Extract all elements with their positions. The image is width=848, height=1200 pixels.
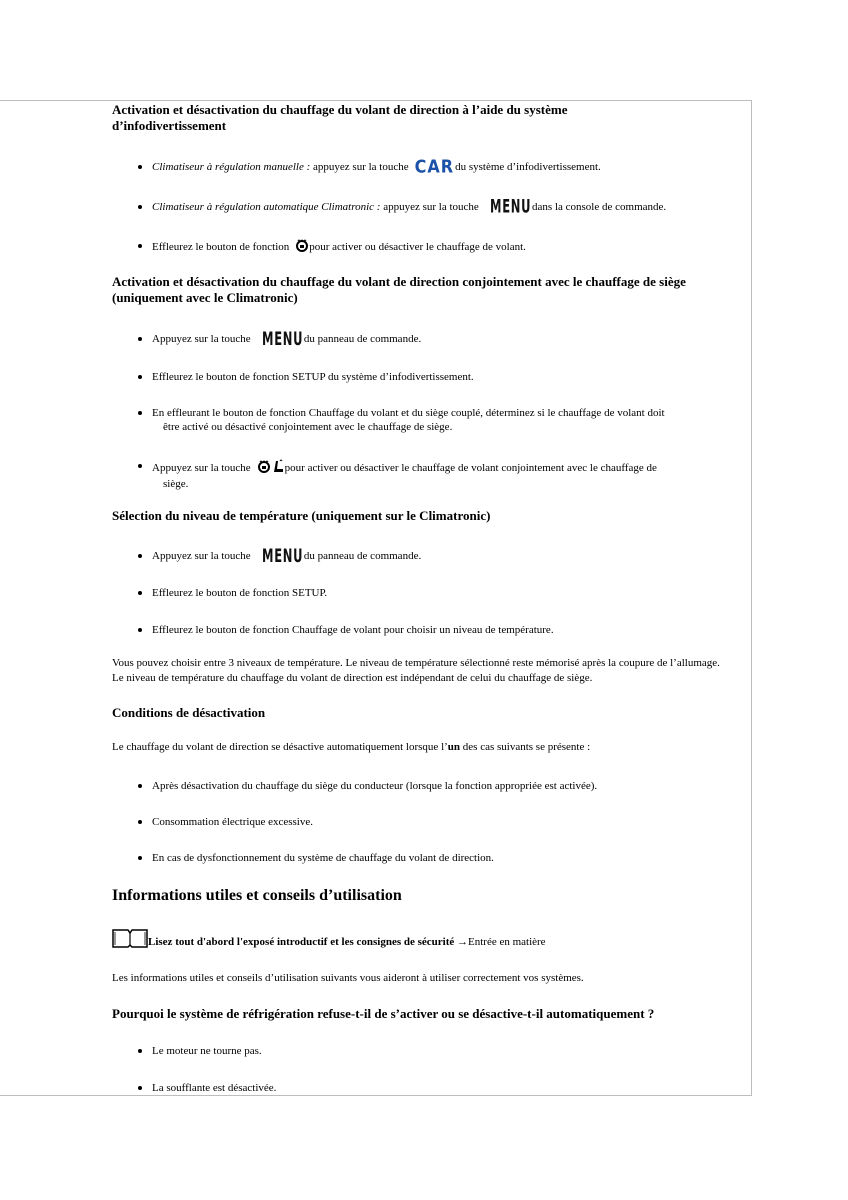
section1-list (112, 195, 727, 218)
section1-list (112, 156, 727, 177)
intro-text: des cas suivants se présente : (460, 741, 591, 753)
item-text: appuyez sur la touche (380, 201, 479, 213)
section3-list (112, 544, 727, 567)
section3-list (112, 586, 727, 600)
book-icon (112, 928, 148, 951)
list-item (112, 156, 727, 177)
intro-text: Le chauffage du volant de direction se désactive automatiquement lorsque l’ (112, 741, 448, 753)
safety-bold-text: Lisez tout d'abord l'exposé introductif et les consignes de sécurité (148, 936, 455, 948)
section5-list (112, 1044, 727, 1058)
list-item (112, 327, 727, 350)
heated-wheel-and-seat-icon (257, 459, 285, 477)
item-text-continued: être activé ou désactivé conjointement avec le chauffage de siège. (163, 421, 453, 433)
list-item: En cas de dysfonctionnement du système de chauffage du volant de direction. (112, 851, 727, 865)
list-item (112, 406, 727, 434)
section2-list (112, 459, 727, 491)
section2-list (112, 406, 727, 434)
list-item: Après désactivation du chauffage du siège du conducteur (lorsque la fonction appropriée est activée). (112, 779, 727, 793)
section4-list (112, 851, 727, 865)
item-text: En effleurant le bouton de fonction Chauffage du volant et du siège couplé, déterminez si le chauffage de volant doit (152, 407, 665, 419)
item-text: Appuyez sur la touche (152, 462, 251, 474)
menu-key-icon: MENU (261, 327, 303, 350)
section3-list (112, 623, 727, 637)
list-item: La soufflante est désactivée. (112, 1081, 727, 1095)
menu-key-icon: MENU (489, 195, 532, 218)
frame-top-line (0, 100, 752, 101)
car-key-icon: CAR (414, 156, 455, 177)
item-italic-label: Climatiseur à régulation automatique Climatronic : (152, 201, 381, 213)
item-text: pour activer ou désactiver le chauffage de volant. (309, 241, 526, 253)
temperature-paragraph: Vous pouvez choisir entre 3 niveaux de température. Le niveau de température sélectionné reste mémorisé après la coupure de l’allumage. Le niveau de température du chauffage du volant de direction est indépendant de celui du chauffage de siège. (112, 657, 720, 684)
item-text: Appuyez sur la touche (152, 333, 251, 345)
list-item (112, 239, 727, 256)
item-text: Appuyez sur la touche (152, 550, 251, 562)
list-item (112, 459, 727, 491)
section2-list (112, 370, 727, 384)
section4-list (112, 779, 727, 793)
list-item (112, 195, 727, 218)
section1-list (112, 239, 727, 256)
list-item: Effleurez le bouton de fonction SETUP du système d’infodivertissement. (112, 370, 727, 384)
section3-heading: Sélection du niveau de température (uniquement sur le Climatronic) (112, 508, 491, 523)
useful-info-paragraph: Les informations utiles et conseils d’utilisation suivants vous aideront à utiliser correctement vos systèmes. (112, 972, 584, 984)
refrigeration-question: Pourquoi le système de réfrigération refuse-t-il de s’activer ou se désactive-t-il automatiquement ? (112, 1006, 655, 1021)
intro-bold: un (447, 741, 461, 753)
item-text: du panneau de commande. (303, 550, 422, 562)
item-text: appuyez sur la touche (310, 161, 409, 173)
list-item: Effleurez le bouton de fonction Chauffage de volant pour choisir un niveau de température. (112, 623, 727, 637)
heated-steering-wheel-icon (295, 239, 309, 256)
section5-list (112, 1081, 727, 1095)
item-text: du système d’infodivertissement. (455, 161, 601, 173)
section2-list (112, 327, 727, 350)
section4-list (112, 815, 727, 829)
frame-right-line (751, 100, 752, 1096)
section2-heading: Activation et désactivation du chauffage du volant de direction conjointement avec le chauffage de siège (uniquement avec le Climatronic) (112, 274, 686, 305)
section4-heading: Conditions de désactivation (112, 705, 266, 720)
deactivation-intro (112, 740, 727, 755)
list-item (112, 544, 727, 567)
entree-en-matiere-link[interactable]: →Entrée en matière (457, 936, 546, 948)
item-text-continued: siège. (163, 478, 189, 490)
section5-title: Informations utiles et conseils d’utilisation (112, 887, 402, 904)
item-text: du panneau de commande. (303, 333, 422, 345)
list-item: Le moteur ne tourne pas. (112, 1044, 727, 1058)
item-text: pour activer ou désactiver le chauffage de volant conjointement avec le chauffage de (284, 462, 657, 474)
safety-notice (112, 928, 727, 951)
list-item: Consommation électrique excessive. (112, 815, 727, 829)
list-item: Effleurez le bouton de fonction SETUP. (112, 586, 727, 600)
item-text: Effleurez le bouton de fonction (152, 241, 290, 253)
item-text: dans la console de commande. (532, 201, 667, 213)
section1-heading: Activation et désactivation du chauffage du volant de direction à l’aide du système d’infodivertissement (112, 102, 568, 133)
item-italic-label: Climatiseur à régulation manuelle : (152, 161, 311, 173)
frame-bottom-line (0, 1095, 752, 1096)
menu-key-icon: MENU (261, 544, 303, 567)
